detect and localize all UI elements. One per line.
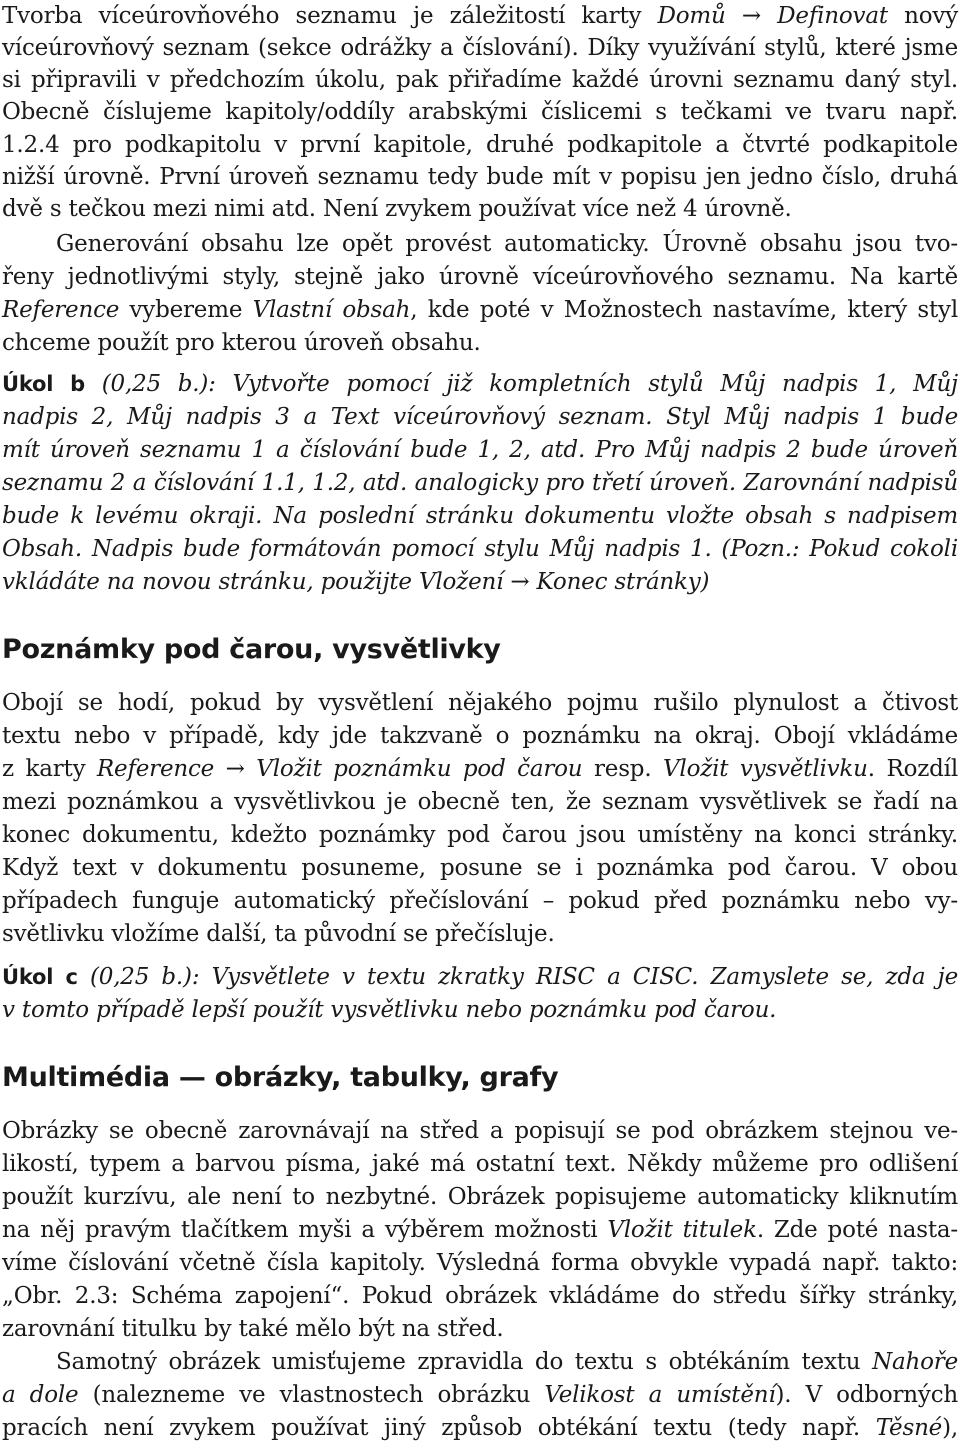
paragraph-line: likostí, typem a barvou písma, jaké má ostatní text. Někdy můžeme pro odlišení bbox=[2, 1151, 958, 1177]
paragraph-line: konec dokumentu, kdežto poznámky pod čarou jsou umístěny na konci stránky. bbox=[2, 822, 958, 848]
paragraph-line: víceúrovňový seznam (sekce odrážky a číslování). Díky využívání stylů, které jsme bbox=[2, 35, 958, 61]
paragraph-line: mezi poznámkou a vysvětlivkou je obecně ten, že seznam vysvětlivek se řadí na bbox=[2, 789, 958, 815]
paragraph-line: chceme použít pro kterou úroveň obsahu. bbox=[2, 330, 481, 356]
paragraph-line: řeny jednotlivými styly, stejně jako úrovně víceúrovňového seznamu. Na kartě bbox=[2, 264, 958, 290]
paragraph-line: z karty Reference → Vložit poznámku pod čarou resp. Vložit vysvětlivku. Rozdíl bbox=[2, 756, 958, 782]
paragraph-line: Reference vybereme Vlastní obsah, kde poté v Možnostech nastavíme, který styl bbox=[2, 297, 958, 323]
paragraph-line: Obecně číslujeme kapitoly/oddíly arabskými číslicemi s tečkami ve tvaru např. bbox=[2, 99, 958, 125]
paragraph-line: Tvorba víceúrovňového seznamu je záležitostí karty Domů → Definovat nový bbox=[2, 3, 958, 29]
paragraph-line: světlivku vložíme další, ta původní se přečísluje. bbox=[2, 921, 555, 947]
paragraph-line: Samotný obrázek umisťujeme zpravidla do textu s obtékáním textu Nahoře bbox=[56, 1349, 958, 1375]
paragraph-line: Obrázky se obecně zarovnávají na střed a popisují se pod obrázkem stejnou ve- bbox=[2, 1118, 958, 1144]
task-c-line: v tomto případě lepší použít vysvětlivku nebo poznámku pod čarou. bbox=[2, 997, 777, 1023]
section-heading-multimedia: Multimédia — obrázky, tabulky, grafy bbox=[2, 1062, 559, 1093]
paragraph-line: zarovnání titulku by také mělo být na střed. bbox=[2, 1316, 504, 1342]
task-b-line: bude k levému okraji. Na poslední stránku dokumentu vložte obsah s nadpisem bbox=[2, 503, 958, 529]
paragraph-line: si připravili v předchozím úkolu, pak přiřadíme každé úrovni seznamu daný styl. bbox=[2, 67, 958, 93]
task-c-line: Úkol c (0,25 b.): Vysvětlete v textu zkratky RISC a CISC. Zamyslete se, zda je bbox=[2, 964, 958, 990]
task-b-line: Úkol b (0,25 b.): Vytvořte pomocí již kompletních stylů Můj nadpis 1, Můj bbox=[2, 371, 958, 397]
task-b-line: mít úroveň seznamu 1 a číslování bude 1, 2, atd. Pro Můj nadpis 2 bude úroveň bbox=[2, 437, 958, 463]
paragraph-line: Generování obsahu lze opět provést automaticky. Úrovně obsahu jsou tvo- bbox=[56, 231, 958, 257]
task-b-line: nadpis 2, Můj nadpis 3 a Text víceúrovňový seznam. Styl Můj nadpis 1 bude bbox=[2, 404, 958, 430]
paragraph-line: případech funguje automatický přečíslování – pokud před poznámku nebo vy- bbox=[2, 888, 958, 914]
task-b-line: Obsah. Nadpis bude formátován pomocí stylu Můj nadpis 1. (Pozn.: Pokud cokoli bbox=[2, 536, 958, 562]
paragraph-line: nižší úrovně. První úroveň seznamu tedy bude mít v popisu jen jedno číslo, druhá bbox=[2, 164, 958, 190]
paragraph-line: textu nebo v případě, kdy jde takzvaně o poznámku na okraj. Obojí vkládáme bbox=[2, 723, 958, 749]
paragraph-line: dvě s tečkou mezi nimi atd. Není zvykem používat více než 4 úrovně. bbox=[2, 196, 792, 222]
paragraph-line: 1.2.4 pro podkapitolu v první kapitole, druhé podkapitole a čtvrté podkapitole bbox=[2, 132, 958, 158]
paragraph-line: pracích není zvykem používat jiný způsob obtékání textu (tedy např. Těsné), bbox=[2, 1415, 958, 1441]
task-b-line: vkládáte na novou stránku, použijte Vložení → Konec stránky) bbox=[2, 569, 710, 595]
paragraph-line: víme číslování včetně čísla kapitoly. Výsledná forma obvykle vypadá např. takto: bbox=[2, 1250, 958, 1276]
paragraph-line: „Obr. 2.3: Schéma zapojení“. Pokud obrázek vkládáme do středu šířky stránky, bbox=[2, 1283, 958, 1309]
paragraph-line: Když text v dokumentu posuneme, posune se i poznámka pod čarou. V obou bbox=[2, 855, 958, 881]
task-b-label: Úkol b bbox=[2, 372, 85, 396]
task-b-line: seznamu 2 a číslování 1.1, 1.2, atd. analogicky pro třetí úroveň. Zarovnání nadpisů bbox=[2, 470, 958, 496]
paragraph-line: použít kurzívu, ale není to nezbytné. Obrázek popisujeme automaticky kliknutím bbox=[2, 1184, 958, 1210]
paragraph-line: na něj pravým tlačítkem myši a výběrem možnosti Vložit titulek. Zde poté nasta- bbox=[2, 1217, 958, 1243]
section-heading-footnotes: Poznámky pod čarou, vysvětlivky bbox=[2, 634, 501, 665]
task-c-label: Úkol c bbox=[2, 965, 78, 989]
paragraph-line: a dole (nalezneme ve vlastnostech obrázku Velikost a umístění). V odborných bbox=[2, 1382, 959, 1408]
paragraph-line: Obojí se hodí, pokud by vysvětlení nějakého pojmu rušilo plynulost a čtivost bbox=[2, 690, 958, 716]
